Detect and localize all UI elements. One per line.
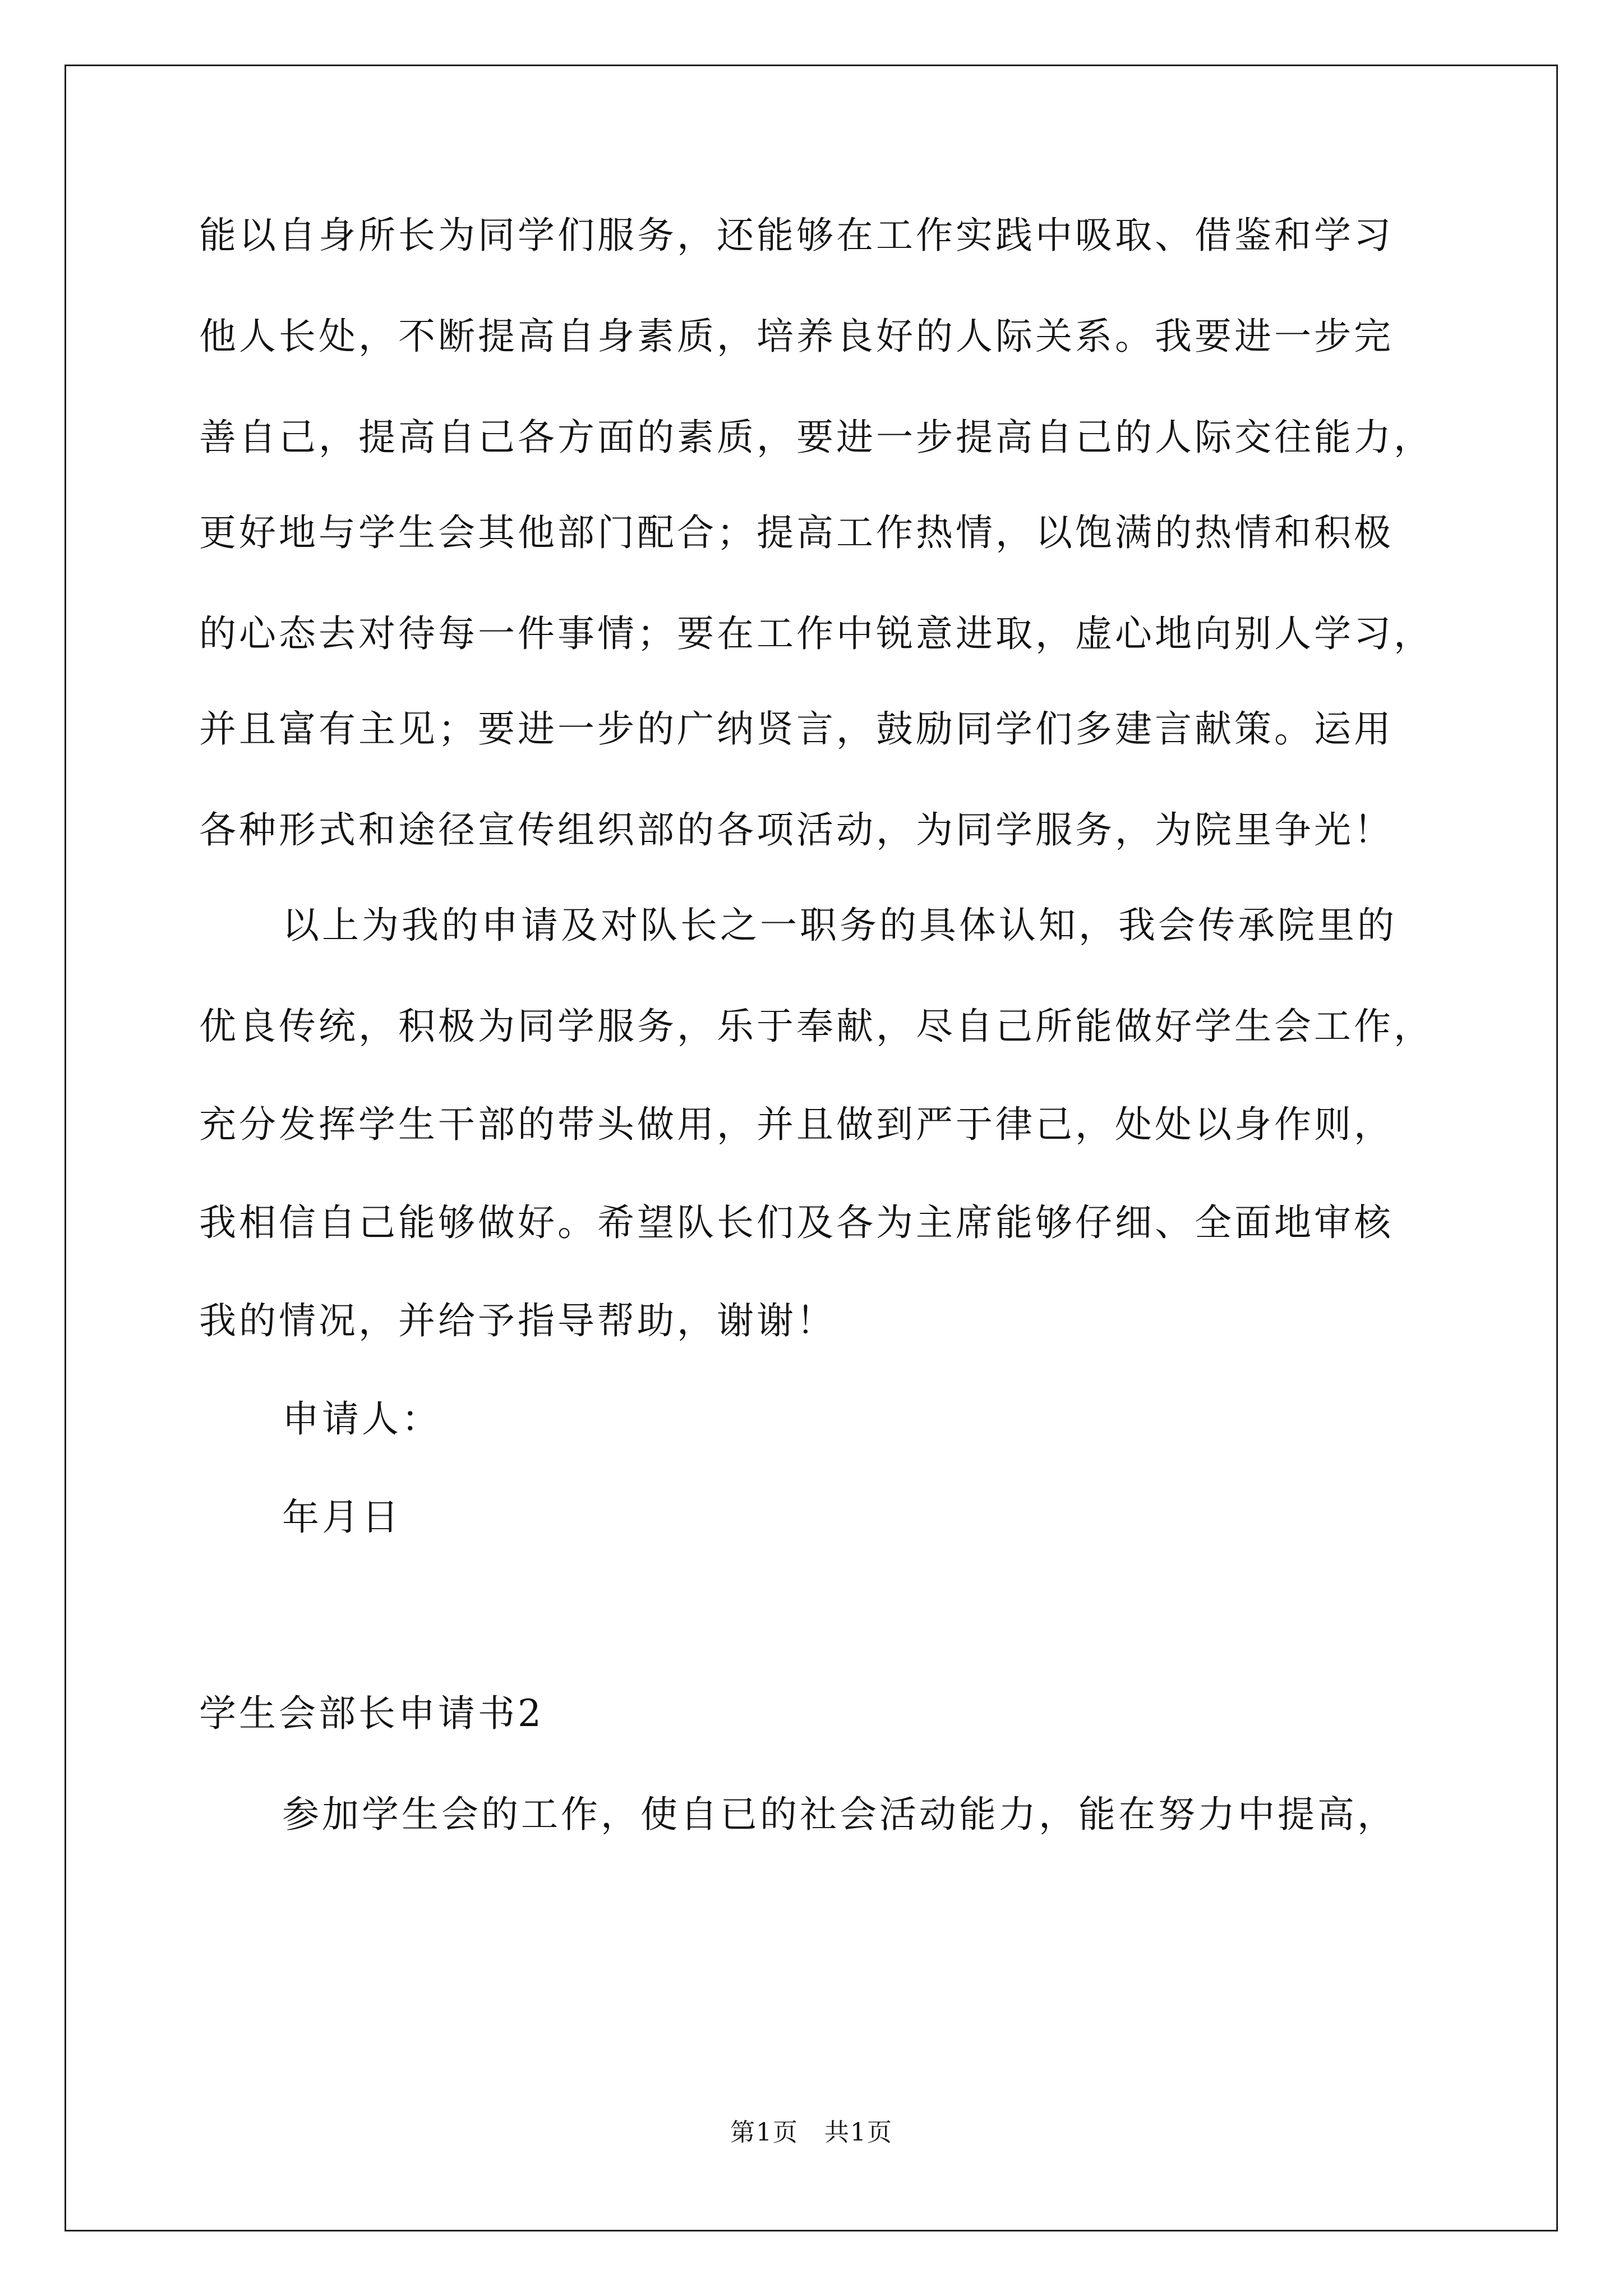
text-line: 能以自身所长为同学们服务，还能够在工作实践中吸取、借鉴和学习 xyxy=(199,214,1394,257)
section-heading: 学生会部长申请书2 xyxy=(199,1692,544,1735)
applicant-label: 申请人： xyxy=(282,1397,441,1441)
paragraph-start-line: 以上为我的申请及对队长之一职务的具体认知，我会传承院里的 xyxy=(282,904,1397,947)
text-line: 他人长处，不断提高自身素质，培养良好的人际关系。我要进一步完 xyxy=(199,315,1394,358)
text-line: 充分发挥学生干部的带头做用，并且做到严于律己，处处以身作则， xyxy=(199,1103,1394,1146)
text-line: 并且富有主见；要进一步的广纳贤言，鼓励同学们多建言献策。运用 xyxy=(199,707,1394,751)
text-line: 我相信自己能够做好。希望队长们及各为主席能够仔细、全面地审核 xyxy=(199,1201,1394,1244)
text-line: 善自己，提高自己各方面的素质，要进一步提高自己的人际交往能力， xyxy=(199,416,1433,459)
text-line: 更好地与学生会其他部门配合；提高工作热情，以饱满的热情和积极 xyxy=(199,511,1394,554)
text-line: 各种形式和途径宣传组织部的各项活动，为同学服务，为院里争光！ xyxy=(199,808,1394,852)
text-line: 优良传统，积极为同学服务，乐于奉献，尽自己所能做好学生会工作， xyxy=(199,1005,1433,1048)
text-line: 的心态去对待每一件事情；要在工作中锐意进取，虚心地向别人学习， xyxy=(199,612,1433,655)
text-line: 我的情况，并给予指导帮助，谢谢！ xyxy=(199,1299,836,1342)
paragraph-start-line: 参加学生会的工作，使自已的社会活动能力，能在努力中提高， xyxy=(282,1793,1397,1836)
page-number-footer: 第1页 共1页 xyxy=(730,2118,893,2147)
date-label: 年月日 xyxy=(282,1496,402,1539)
